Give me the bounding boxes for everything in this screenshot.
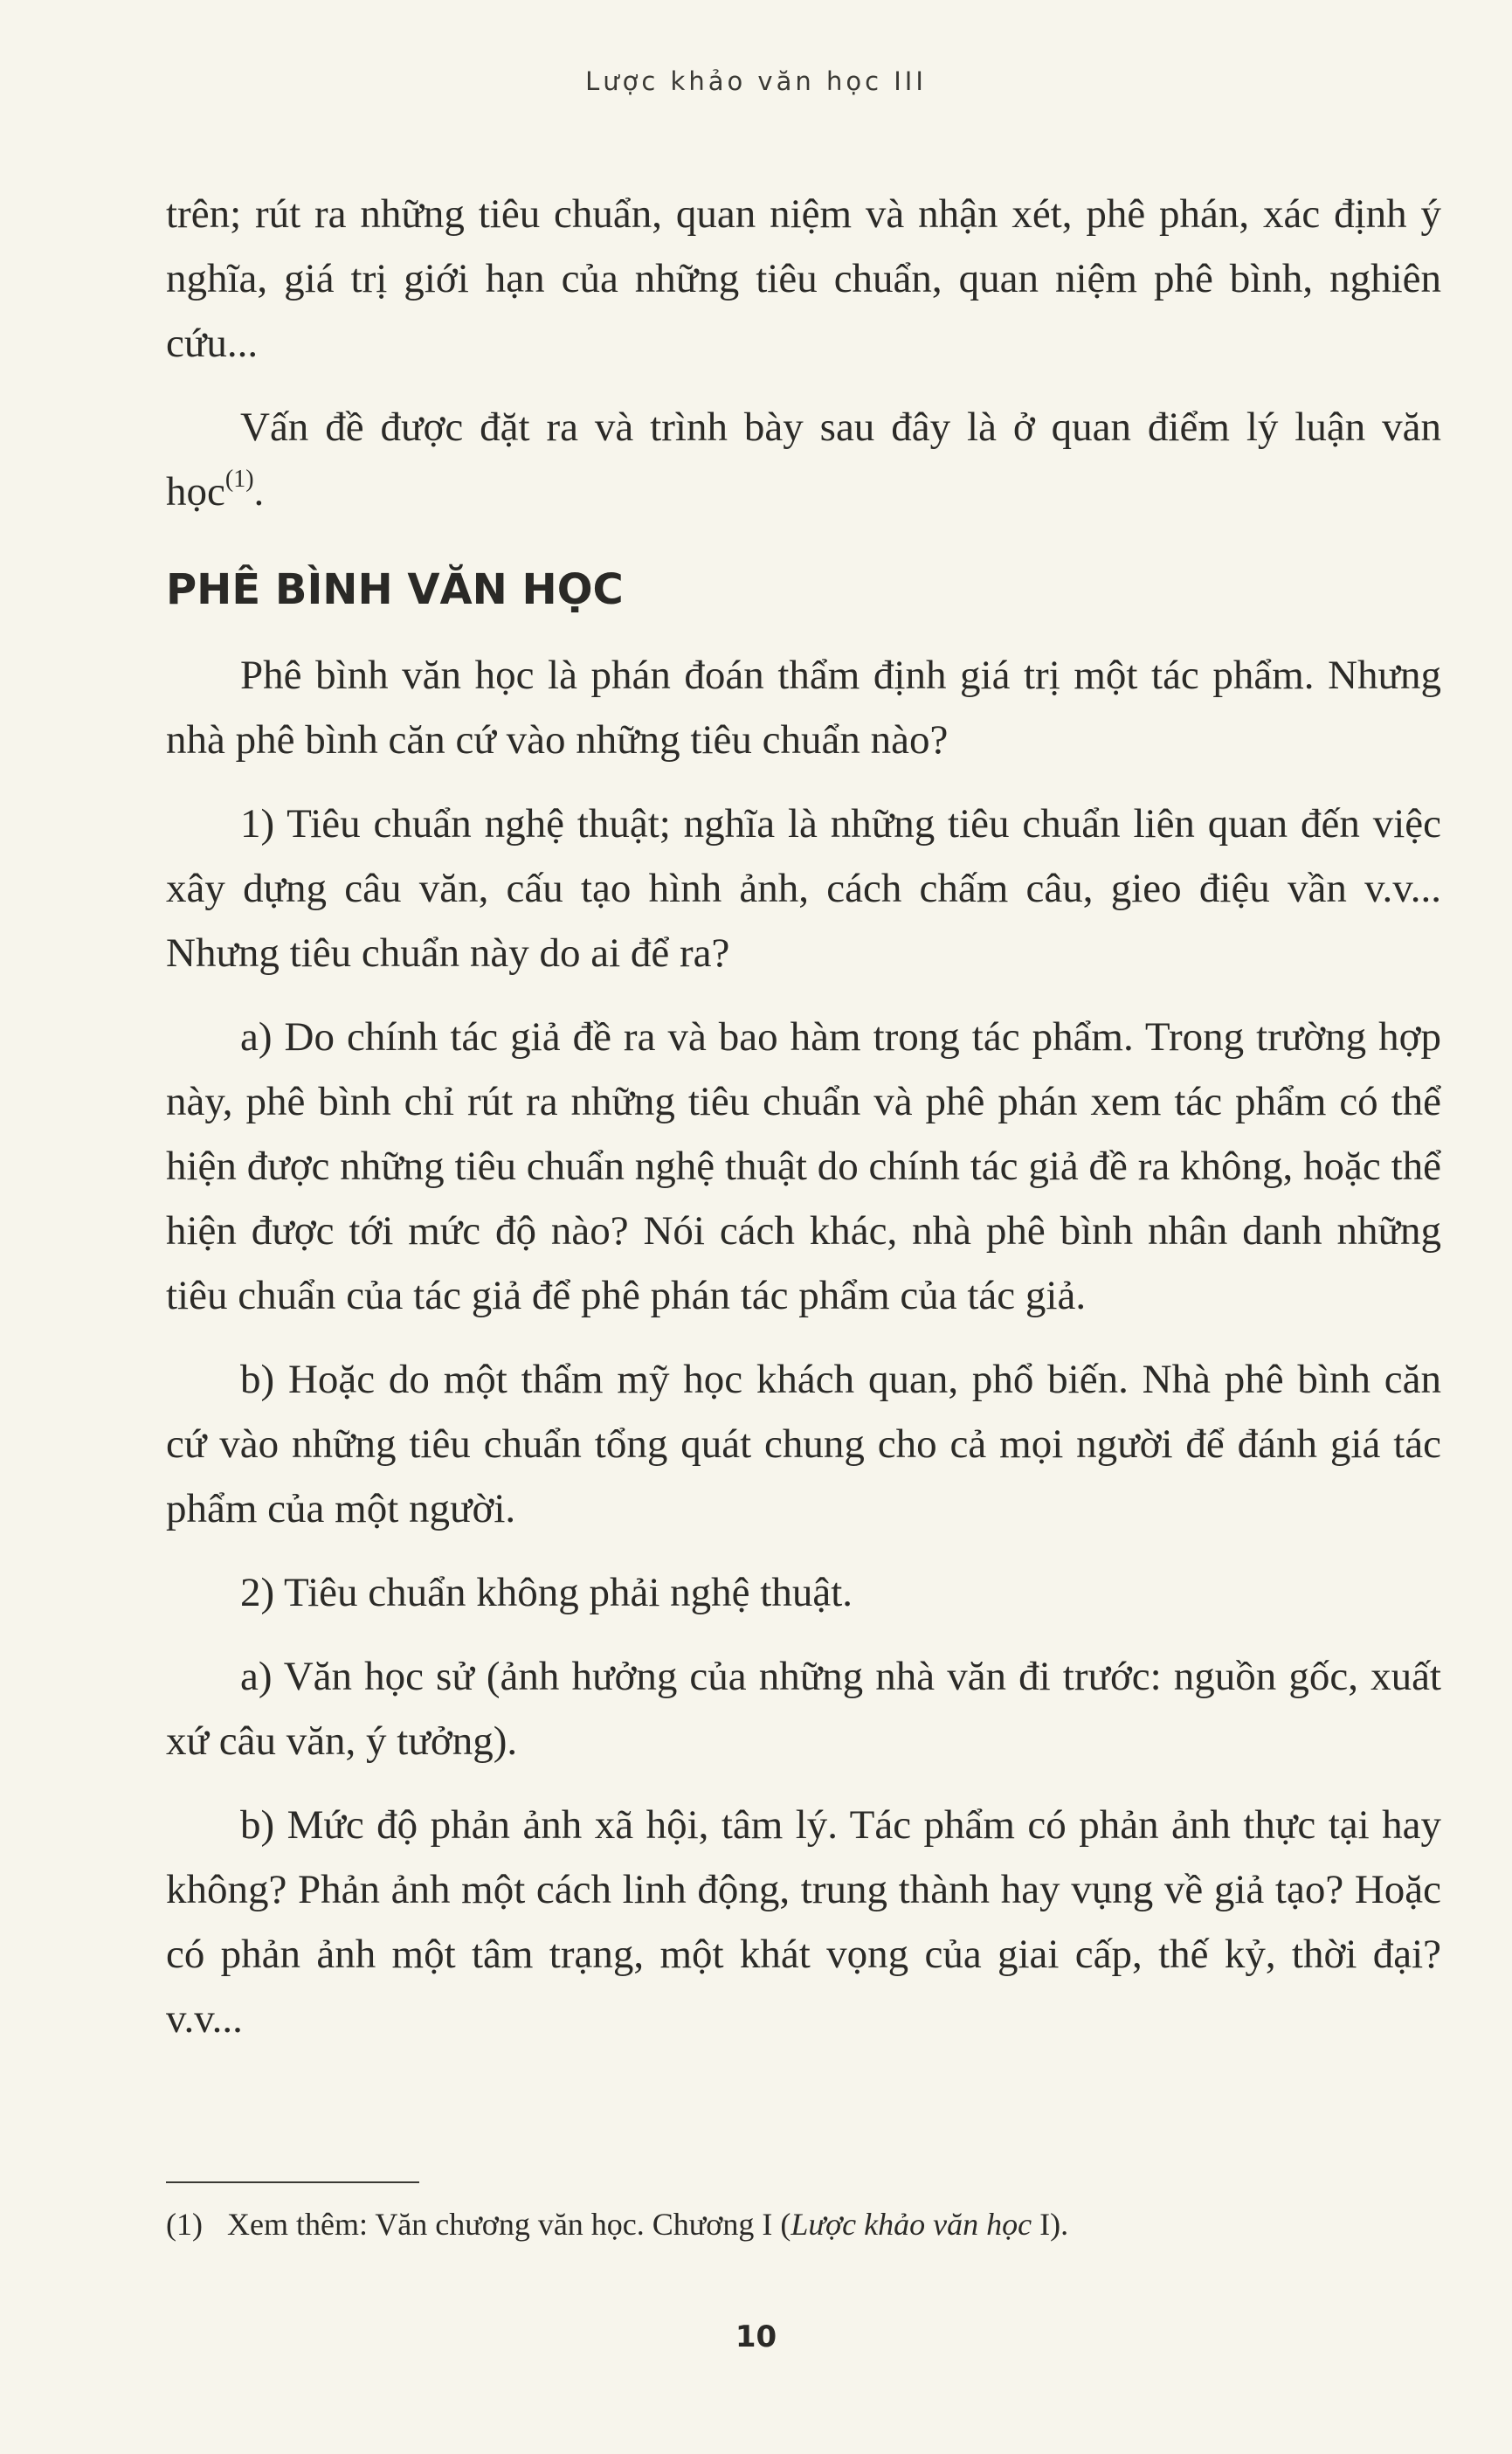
paragraph-viewpoint-text: Vấn đề được đặt ra và trình bày sau đây là ở quan điểm lý luận văn học (166, 404, 1441, 515)
footnote-text: Xem thêm: Văn chương văn học. Chương I ( (227, 2207, 791, 2242)
paragraph-criteria-a: a) Do chính tác giả đề ra và bao hàm trong tác phẩm. Trong trường hợp này, phê bình chỉ rút ra những tiêu chuẩn và phê phán xem tác phẩm có thể hiện được những tiêu chuẩn nghệ thuật do chính tác giả đề ra không, hoặc thể hiện được tới mức độ nào? Nói cách khác, nhà phê bình nhân danh những tiêu chuẩn của tác giả để phê phán tác phẩm của tác giả. (166, 1014, 1441, 1318)
paragraph-artistic-criteria: 1) Tiêu chuẩn nghệ thuật; nghĩa là những tiêu chuẩn liên quan đến việc xây dựng câu văn, cấu tạo hình ảnh, cách chấm câu, gieo điệu vần v.v... Nhưng tiêu chuẩn này do ai để ra? (166, 801, 1441, 976)
paragraph-definition: Phê bình văn học là phán đoán thẩm định giá trị một tác phẩm. Nhưng nhà phê bình căn cứ vào những tiêu chuẩn nào? (166, 653, 1441, 763)
paragraph-literary-history: a) Văn học sử (ảnh hưởng của những nhà văn đi trước: nguồn gốc, xuất xứ câu văn, ý tưởng). (166, 1654, 1441, 1764)
footnote (166, 2202, 1441, 2246)
body-text (166, 182, 1441, 2070)
paragraph-continuation: trên; rút ra những tiêu chuẩn, quan niệm và nhận xét, phê phán, xác định ý nghĩa, giá trị giới hạn của những tiêu chuẩn, quan niệm phê bình, nghiên cứu... (166, 191, 1441, 366)
footnote-book-title: Lược khảo văn học (791, 2207, 1032, 2242)
section-heading: PHÊ BÌNH VĂN HỌC (166, 565, 624, 614)
running-header: Lược khảo văn học III (585, 66, 927, 96)
footnote-reference: (1) (224, 466, 254, 494)
paragraph-viewpoint-end: . (253, 469, 265, 515)
paragraph-viewpoint (166, 395, 1441, 524)
footnote-mark: (1) (166, 2207, 203, 2242)
paragraph-non-artistic: 2) Tiêu chuẩn không phải nghệ thuật. (240, 1570, 853, 1615)
paragraph-reflection: b) Mức độ phản ảnh xã hội, tâm lý. Tác phẩm có phản ảnh thực tại hay không? Phản ảnh một cách linh động, trung thành hay vụng về giả tạo? Hoặc có phản ảnh một tâm trạng, một khát vọng của giai cấp, thế kỷ, thời đại? v.v... (166, 1802, 1441, 2042)
footnote-divider (166, 2181, 419, 2183)
paragraph-criteria-b: b) Hoặc do một thẩm mỹ học khách quan, phổ biến. Nhà phê bình căn cứ vào những tiêu chuẩn tổng quát chung cho cả mọi người để đánh giá tác phẩm của một người. (166, 1357, 1441, 1531)
page-number: 10 (735, 2319, 777, 2354)
footnote-text-end: I). (1032, 2207, 1069, 2242)
